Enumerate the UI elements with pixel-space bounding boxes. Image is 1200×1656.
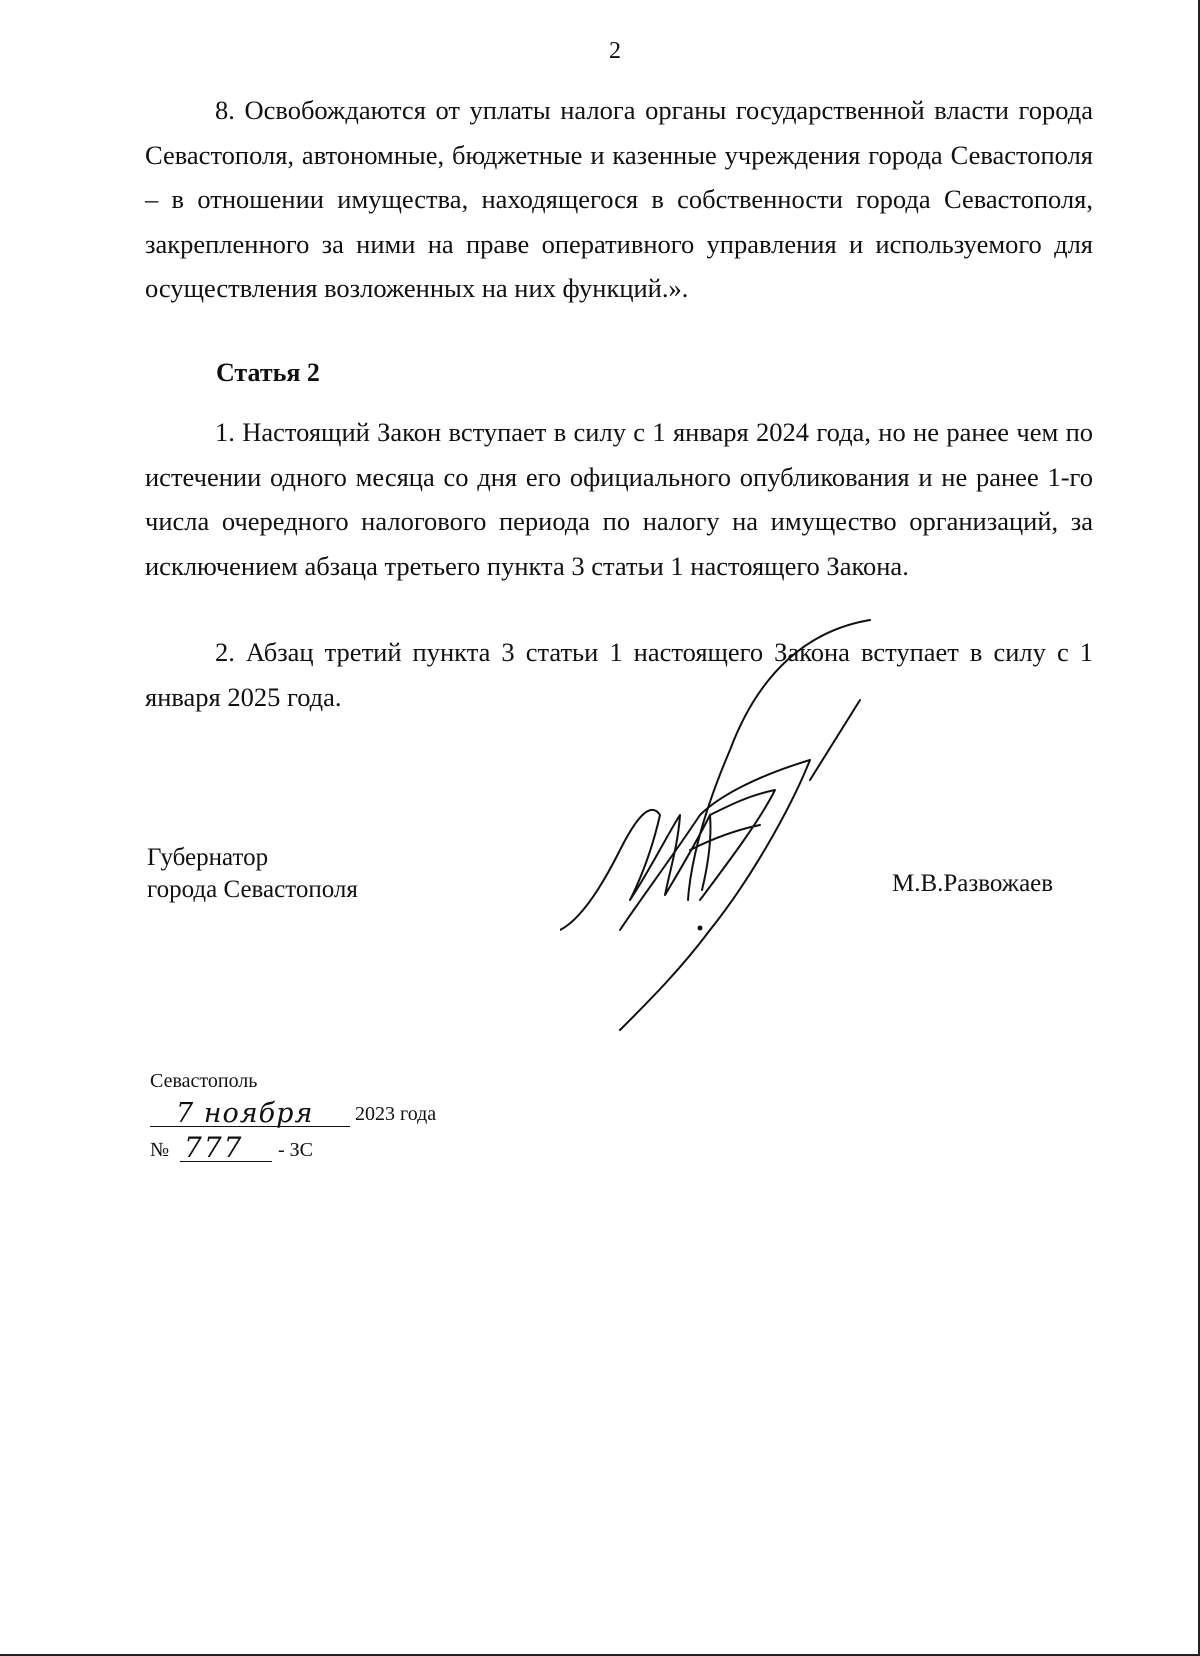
law-number-row <box>150 1131 450 1167</box>
page-number: 2 <box>609 38 621 64</box>
clause-8-paragraph: 8. Освобождаются от уплаты налога органы государственной власти города Севастополя, автономные, бюджетные и казенные учреждения города Севастополя – в отношении имущества, находящегося в собственности города Севастополя, закрепленного за ними на праве оперативного управления и используемого для осуществления возложенных на них функций.». <box>145 95 1093 303</box>
signer-name: М.В.Развожаев <box>892 870 1054 897</box>
place-of-signing: Севастополь <box>150 1070 258 1092</box>
article-heading: Статья 2 <box>216 358 320 387</box>
handwritten-signature <box>560 600 900 1040</box>
date-year: 2023 года <box>355 1103 437 1125</box>
signer-title <box>147 842 358 906</box>
number-handwritten: 777 <box>184 1131 244 1164</box>
signer-title-line1: Губернатор <box>147 844 269 871</box>
date-row <box>150 1100 550 1132</box>
signer-title-line2: города Севастополя <box>147 876 358 903</box>
number-sign: № <box>150 1139 170 1161</box>
article-clause-1: 1. Настоящий Закон вступает в силу с 1 января 2024 года, но не ранее чем по истечении одного месяца со дня его официального опубликования и не ранее 1-го числа очередного налогового периода по налогу на имущество организаций, за исключением абзаца третьего пункта 3 статьи 1 настоящего Закона. <box>145 417 1093 581</box>
number-suffix: - ЗС <box>278 1139 314 1161</box>
date-handwritten: 7 ноября <box>176 1098 314 1129</box>
signature-strokes <box>560 600 900 1040</box>
article-clause-2: 2. Абзац третий пункта 3 статьи 1 настоящего Закона вступает в силу с 1 января 2025 года. <box>145 637 1093 712</box>
